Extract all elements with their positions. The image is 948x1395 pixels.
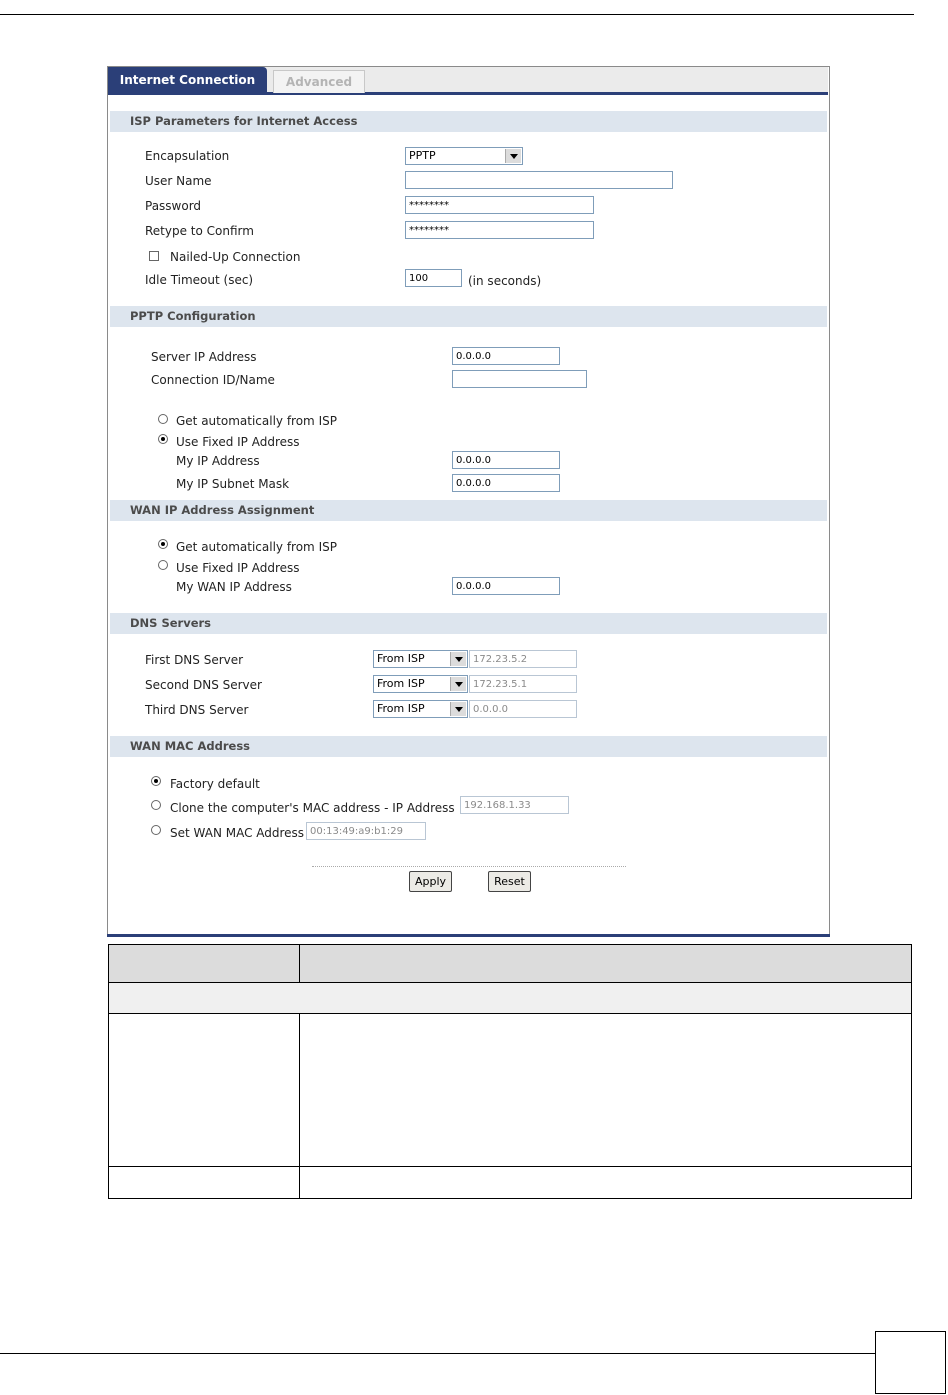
second-dns-input[interactable]: 172.23.5.1: [469, 675, 577, 693]
chevron-down-icon: [450, 702, 466, 716]
second-dns-mode-value: From ISP: [377, 677, 425, 690]
table-row: [109, 1014, 912, 1167]
pptp-fixed-label: Use Fixed IP Address: [176, 435, 300, 449]
mac-factory-radio[interactable]: [151, 776, 161, 786]
third-dns-label: Third DNS Server: [145, 703, 249, 717]
section-isp-parameters: ISP Parameters for Internet Access: [110, 111, 827, 132]
second-dns-label: Second DNS Server: [145, 678, 262, 692]
username-input[interactable]: [405, 171, 673, 189]
third-dns-mode-select[interactable]: [373, 700, 468, 718]
my-ip-input[interactable]: 0.0.0.0: [452, 451, 560, 469]
chevron-down-icon: [450, 677, 466, 691]
pptp-auto-radio[interactable]: [158, 414, 168, 424]
table-cell: [109, 1014, 300, 1167]
password-input[interactable]: ********: [405, 196, 594, 214]
subnet-mask-input[interactable]: 0.0.0.0: [452, 474, 560, 492]
first-dns-mode-value: From ISP: [377, 652, 425, 665]
retype-password-input[interactable]: ********: [405, 221, 594, 239]
apply-button[interactable]: Apply: [409, 871, 452, 892]
connection-id-input[interactable]: [452, 370, 587, 388]
section-wan-mac-address: WAN MAC Address: [110, 736, 827, 757]
section-pptp-configuration: PPTP Configuration: [110, 306, 827, 327]
wan-fixed-radio[interactable]: [158, 560, 168, 570]
idle-timeout-unit: (in seconds): [468, 274, 542, 288]
pptp-auto-label: Get automatically from ISP: [176, 414, 337, 428]
chevron-down-icon: [505, 149, 521, 163]
server-ip-label: Server IP Address: [151, 350, 257, 364]
reset-button[interactable]: Reset: [488, 871, 531, 892]
mac-clone-label: Clone the computer's MAC address - IP Address: [170, 801, 455, 815]
table-cell: [300, 1167, 912, 1199]
mac-factory-label: Factory default: [170, 777, 260, 791]
section-wan-ip-assignment: WAN IP Address Assignment: [110, 500, 827, 521]
wan-ip-input[interactable]: 0.0.0.0: [452, 577, 560, 595]
table-subheader-row: [109, 983, 912, 1014]
page-footer-rule: [0, 1353, 875, 1354]
pptp-fixed-radio[interactable]: [158, 434, 168, 444]
encapsulation-value: PPTP: [409, 149, 436, 162]
nailed-up-checkbox[interactable]: [149, 251, 159, 261]
button-divider: [312, 866, 626, 867]
mac-set-radio[interactable]: [151, 825, 161, 835]
wan-auto-label: Get automatically from ISP: [176, 540, 337, 554]
encapsulation-label: Encapsulation: [145, 149, 230, 163]
tab-internet-connection[interactable]: Internet Connection: [108, 67, 267, 93]
subnet-mask-label: My IP Subnet Mask: [176, 477, 290, 491]
second-dns-mode-select[interactable]: [373, 675, 468, 693]
section-dns-servers: DNS Servers: [110, 613, 827, 634]
nailed-up-label: Nailed-Up Connection: [170, 250, 301, 264]
mac-set-label: Set WAN MAC Address: [170, 826, 305, 840]
third-dns-mode-value: From ISP: [377, 702, 425, 715]
page-number-box: [875, 1331, 946, 1394]
mac-set-input[interactable]: 00:13:49:a9:b1:29: [306, 822, 426, 840]
wan-fixed-label: Use Fixed IP Address: [176, 561, 300, 575]
chevron-down-icon: [450, 652, 466, 666]
table-header-cell: [109, 945, 300, 983]
description-table: [108, 944, 912, 1199]
table-row: [109, 1167, 912, 1199]
third-dns-input[interactable]: 0.0.0.0: [469, 700, 577, 718]
table-cell: [300, 1014, 912, 1167]
table-cell: [109, 1167, 300, 1199]
wan-auto-radio[interactable]: [158, 539, 168, 549]
first-dns-label: First DNS Server: [145, 653, 244, 667]
retype-password-label: Retype to Confirm: [145, 224, 254, 238]
table-header-cell: [300, 945, 912, 983]
my-ip-label: My IP Address: [176, 454, 260, 468]
encapsulation-select[interactable]: [405, 147, 523, 165]
idle-timeout-label: Idle Timeout (sec): [145, 273, 254, 287]
tab-advanced[interactable]: Advanced: [273, 70, 365, 93]
server-ip-input[interactable]: 0.0.0.0: [452, 347, 560, 365]
connection-id-label: Connection ID/Name: [151, 373, 275, 387]
wan-ip-label: My WAN IP Address: [176, 580, 292, 594]
password-label: Password: [145, 199, 202, 213]
mac-clone-radio[interactable]: [151, 800, 161, 810]
first-dns-mode-select[interactable]: [373, 650, 468, 668]
table-header-row: [109, 945, 912, 983]
first-dns-input[interactable]: 172.23.5.2: [469, 650, 577, 668]
table-subheader-cell: [109, 983, 912, 1014]
page-header-rule: [0, 14, 914, 15]
username-label: User Name: [145, 174, 212, 188]
mac-clone-ip-input[interactable]: 192.168.1.33: [460, 796, 569, 814]
frame-bottom-bar: [107, 934, 830, 937]
idle-timeout-input[interactable]: 100: [405, 269, 462, 287]
